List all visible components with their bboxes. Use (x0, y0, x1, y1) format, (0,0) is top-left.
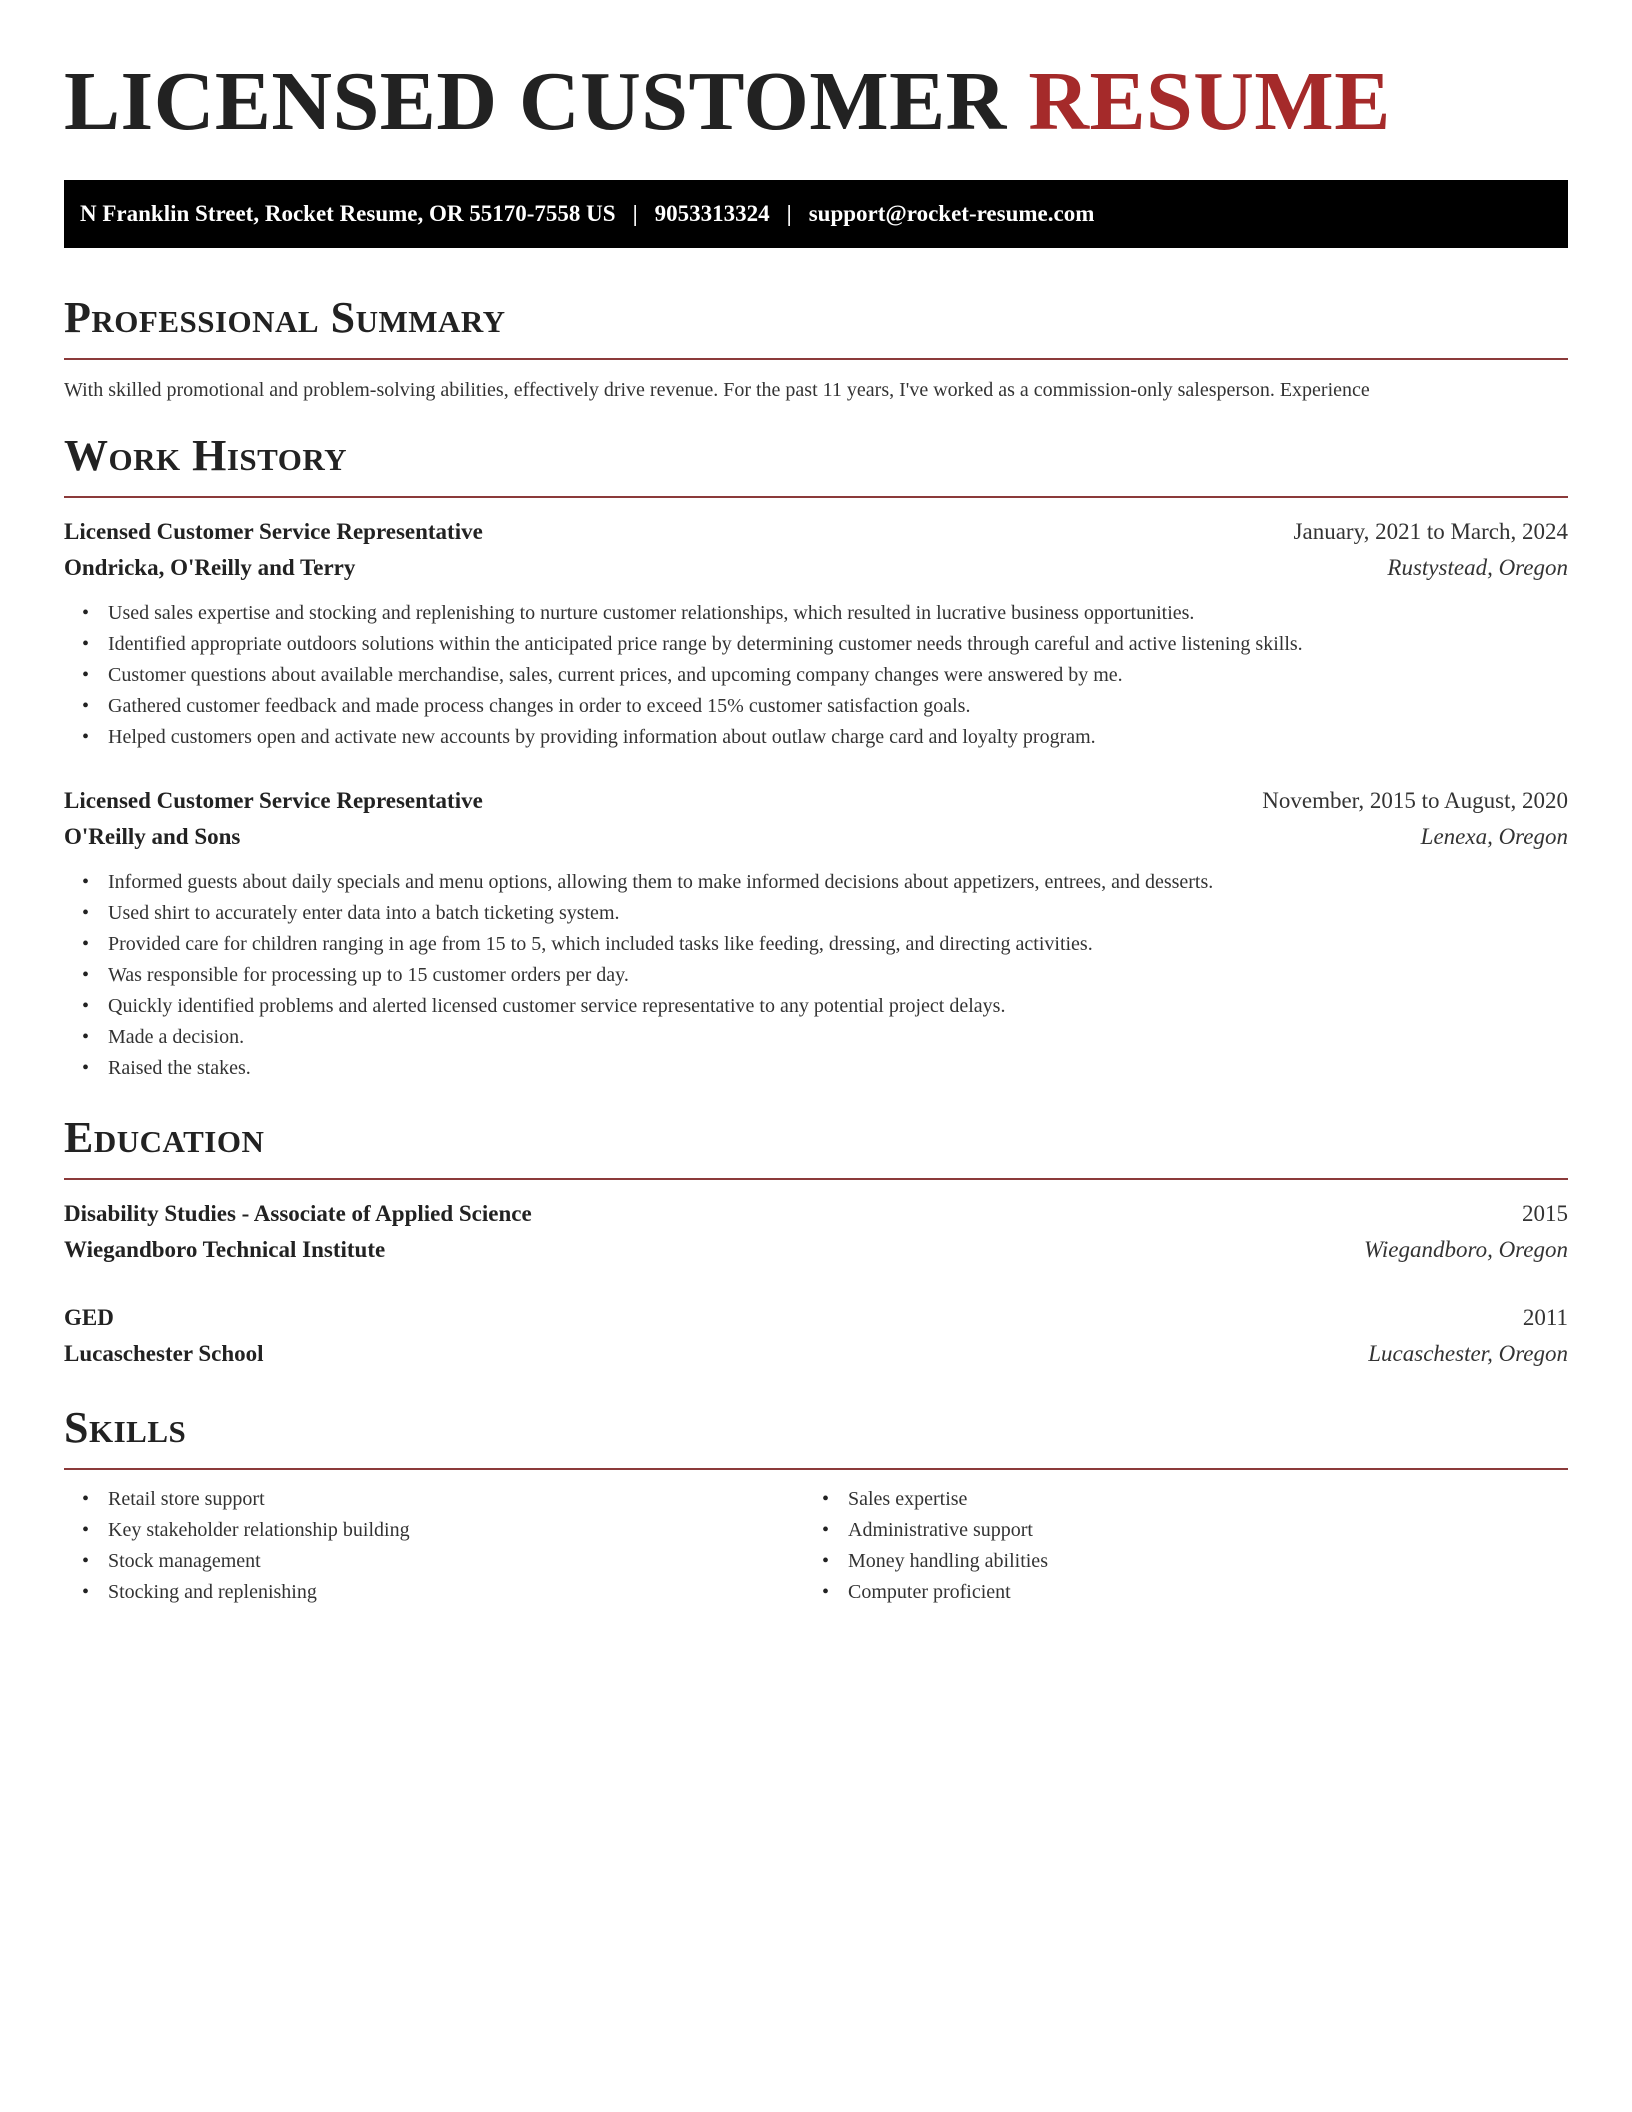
list-item: • Quickly identified problems and alerted licensed customer service representative to any potential project delays. (108, 991, 1568, 1022)
list-item: • Made a decision. (108, 1022, 1568, 1053)
list-item: • Administrative support (848, 1515, 1544, 1546)
contact-separator: | (786, 201, 792, 226)
list-item: • Gathered customer feedback and made process changes in order to exceed 15% customer satisfaction goals. (108, 691, 1568, 722)
job-bullet-list (64, 598, 1568, 753)
section-heading-education: Education (64, 1113, 265, 1162)
job-company: O'Reilly and Sons (64, 824, 241, 849)
list-item: • Retail store support (108, 1484, 804, 1515)
job-title: Licensed Customer Service Representative (64, 788, 483, 813)
section-divider (64, 358, 1568, 360)
title-accent: RESUME (1028, 55, 1391, 148)
list-item: • Identified appropriate outdoors solutions within the anticipated price range by determining customer needs through careful and active listening skills. (108, 629, 1568, 660)
list-item: • Customer questions about available merchandise, sales, current prices, and upcoming company changes were answered by me. (108, 660, 1568, 691)
list-item: • Key stakeholder relationship building (108, 1515, 804, 1546)
job-entry (64, 783, 1568, 1084)
education-school: Lucaschester School (64, 1341, 264, 1366)
job-location: Lenexa, Oregon (1420, 824, 1568, 849)
education-entry (64, 1196, 1568, 1268)
section-heading-summary: Professional Summary (64, 293, 506, 342)
education-year: 2015 (1522, 1201, 1568, 1226)
job-dates: November, 2015 to August, 2020 (1262, 788, 1568, 813)
education-entry (64, 1300, 1568, 1372)
section-divider (64, 1178, 1568, 1180)
section-divider (64, 496, 1568, 498)
work-history-section (64, 430, 1568, 1084)
list-item: • Stocking and replenishing (108, 1577, 804, 1608)
resume-title (64, 52, 1568, 152)
list-item: • Raised the stakes. (108, 1053, 1568, 1084)
list-item: • Was responsible for processing up to 15 customer orders per day. (108, 960, 1568, 991)
contact-separator: | (632, 201, 638, 226)
skills-list-left (64, 1484, 804, 1608)
list-item: • Stock management (108, 1546, 804, 1577)
list-item: • Sales expertise (848, 1484, 1544, 1515)
education-section (64, 1112, 1568, 1372)
section-heading-work-history: Work History (64, 431, 348, 480)
summary-section (64, 292, 1568, 404)
title-main: LICENSED CUSTOMER (64, 55, 1007, 148)
education-location: Wiegandboro, Oregon (1363, 1237, 1568, 1262)
job-entry (64, 514, 1568, 753)
skills-section (64, 1402, 1568, 1608)
education-school: Wiegandboro Technical Institute (64, 1237, 386, 1262)
section-heading-skills: Skills (64, 1403, 187, 1452)
list-item: • Helped customers open and activate new accounts by providing information about outlaw charge card and loyalty program. (108, 722, 1568, 753)
job-location: Rustystead, Oregon (1387, 555, 1568, 580)
education-degree: Disability Studies - Associate of Applied Science (64, 1201, 532, 1226)
list-item: • Provided care for children ranging in age from 15 to 5, which included tasks like feeding, dressing, and directing activities. (108, 929, 1568, 960)
job-title: Licensed Customer Service Representative (64, 519, 483, 544)
contact-bar (64, 180, 1568, 248)
contact-address: N Franklin Street, Rocket Resume, OR 55170-7558 US (80, 201, 616, 226)
education-location: Lucaschester, Oregon (1368, 1341, 1568, 1366)
job-dates: January, 2021 to March, 2024 (1293, 519, 1568, 544)
education-degree: GED (64, 1305, 114, 1330)
skills-list-right (804, 1484, 1544, 1608)
contact-email: support@rocket-resume.com (808, 201, 1095, 226)
list-item: • Used sales expertise and stocking and replenishing to nurture customer relationships, which resulted in lucrative business opportunities. (108, 598, 1568, 629)
list-item: • Computer proficient (848, 1577, 1544, 1608)
skills-grid (64, 1484, 1568, 1608)
list-item: • Informed guests about daily specials and menu options, allowing them to make informed decisions about appetizers, entrees, and desserts. (108, 867, 1568, 898)
section-divider (64, 1468, 1568, 1470)
list-item: • Money handling abilities (848, 1546, 1544, 1577)
contact-phone: 9053313324 (654, 201, 770, 226)
summary-text: With skilled promotional and problem-solving abilities, effectively drive revenue. For the past 11 years, I've worked as a commission-only salesperson. Experience (64, 379, 1370, 401)
job-company: Ondricka, O'Reilly and Terry (64, 555, 356, 580)
job-bullet-list (64, 867, 1568, 1084)
education-year: 2011 (1522, 1305, 1568, 1330)
list-item: • Used shirt to accurately enter data into a batch ticketing system. (108, 898, 1568, 929)
